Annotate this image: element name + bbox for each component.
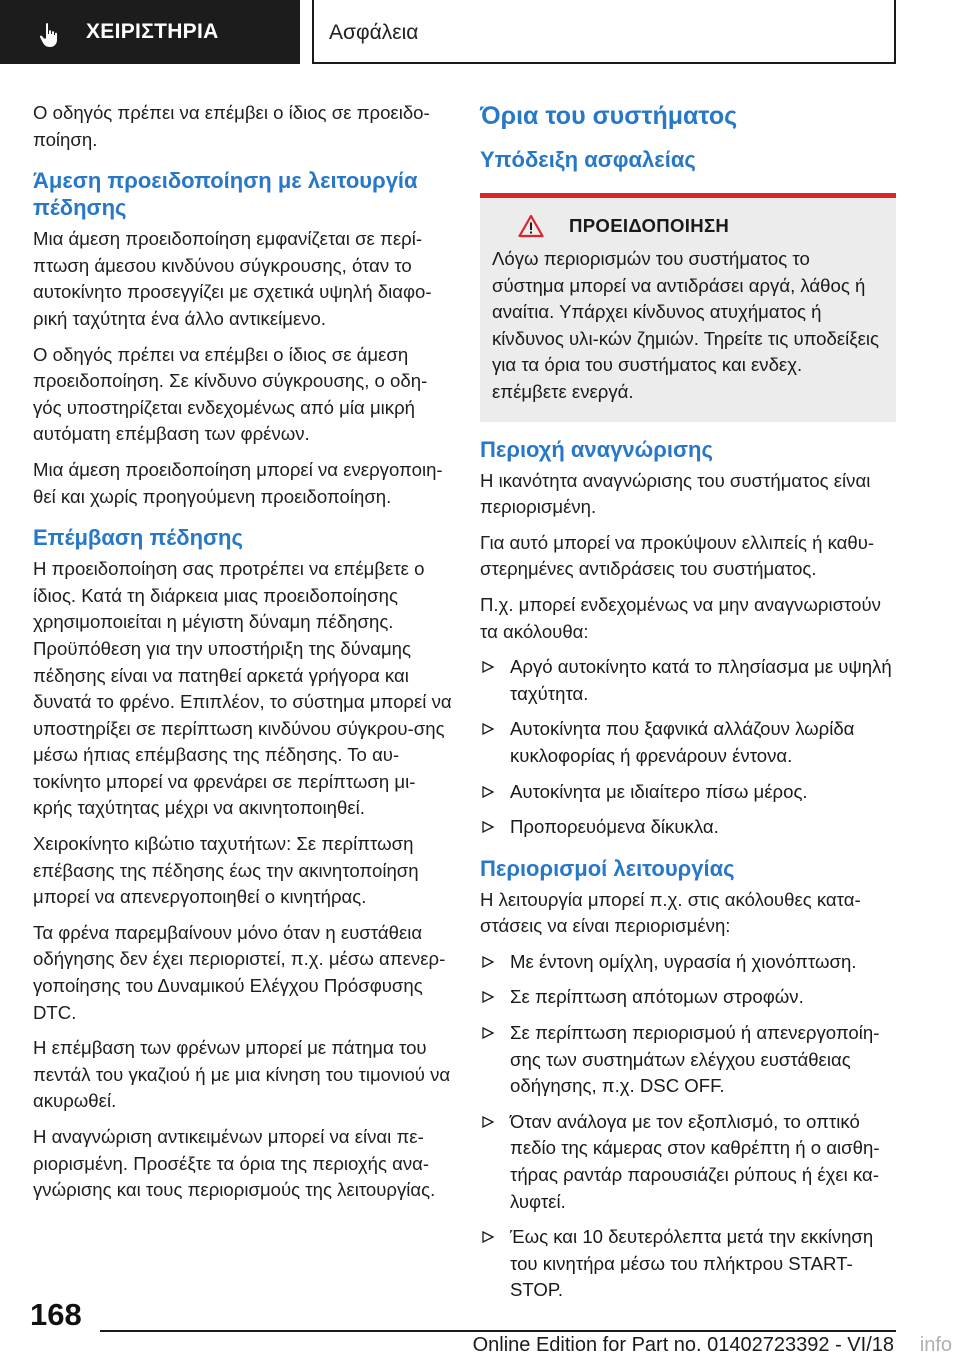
list-item: [480, 984, 896, 1011]
list-item-text: Αυτοκίνητα με ιδιαίτερο πίσω μέρος.: [510, 780, 808, 802]
warning-triangle-icon: [518, 214, 544, 238]
paragraph: Μια άμεση προειδοποίηση μπορεί να ενεργοποιη‐θεί και χωρίς προηγούμενη προειδοποίηση.: [33, 458, 443, 507]
list-item: [480, 1020, 896, 1100]
bullet-triangle-icon: [482, 1231, 494, 1243]
list-item: [480, 814, 896, 841]
hand-pointer-icon: [38, 22, 62, 48]
paragraph: Για αυτό μπορεί να προκύψουν ελλιπείς ή καθυ‐στερημένες αντιδράσεις του συστήματος.: [480, 531, 875, 580]
list-item: [480, 1224, 896, 1304]
list-item-text: Με έντονη ομίχλη, υγρασία ή χιονόπτωση.: [510, 950, 857, 972]
paragraph: Η λειτουργία μπορεί π.χ. στις ακόλουθες κατα‐στάσεις να είναι περιορισμένη:: [480, 888, 861, 937]
right-column: [480, 100, 896, 1313]
heading-detection-range: Περιοχή αναγνώρισης: [480, 436, 713, 462]
list-item-text: Όταν ανάλογα με τον εξοπλισμό, το οπτικό πεδίο της κάμερας στον καθρέπτη ή ο αισθη‐τήρας ραντάρ παρουσιάζει ρύπους ή έχει κα‐λυφτεί.: [510, 1110, 880, 1212]
heading-function-limits: Περιορισμοί λειτουργίας: [480, 855, 735, 881]
bullet-triangle-icon: [482, 1027, 494, 1039]
paragraph: Η επέμβαση των φρένων μπορεί με πάτημα του πεντάλ του γκαζιού ή με μια κίνηση του τιμονιού να ακυρωθεί.: [33, 1037, 451, 1112]
paragraph: Τα φρένα παρεμβαίνουν μόνο όταν η ευστάθεια οδήγησης δεν έχει περιοριστεί, π.χ. μέσω απενερ‐γοποίησης του Δυναμικού Ελέγχου Πρόσφυσης DTC.: [33, 921, 446, 1023]
list-item-text: Αργό αυτοκίνητο κατά το πλησίασμα με υψηλή ταχύτητα.: [510, 656, 892, 704]
warning-text: Λόγω περιορισμών του συστήματος το σύστημα μπορεί να αντιδράσει αργά, λάθος ή αναίτια. Υπάρχει κίνδυνος ατυχήματος ή κίνδυνος υλι‐κών ζημιών. Τηρείτε τις υποδείξεις για τα όρια του συστήματος και ενδεχ. επέμβετε ενεργά.: [492, 248, 879, 402]
paragraph: Π.χ. μπορεί ενδεχομένως να μην αναγνωριστούν τα ακόλουθα:: [480, 593, 881, 642]
bullet-triangle-icon: [482, 661, 494, 673]
section-title-box: [312, 0, 896, 64]
list-item: [480, 654, 896, 707]
page-header: [0, 0, 960, 66]
list-item: [480, 1109, 896, 1215]
bullet-triangle-icon: [482, 1116, 494, 1128]
footer-edition-text: Online Edition for Part no. 01402723392 - VI/18: [472, 1334, 894, 1356]
footer-watermark: info: [919, 1334, 952, 1356]
warning-box: [480, 193, 896, 422]
left-column: [33, 100, 453, 1213]
warning-title: ΠΡΟΕΙΔΟΠΟΙΗΣΗ: [569, 215, 730, 236]
paragraph: Ο οδηγός πρέπει να επέμβει ο ίδιος σε προειδο‐ποίηση.: [33, 102, 430, 150]
paragraph: Ο οδηγός πρέπει να επέμβει ο ίδιος σε άμεση προειδοποίηση. Σε κίνδυνο σύγκρουσης, ο οδη‐γός υποστηρίζεται ενδεχομένως από μία μικρή αυτόματη επέμβαση των φρένων.: [33, 343, 428, 445]
chapter-tab[interactable]: [0, 0, 300, 64]
warning-header: [492, 214, 882, 238]
heading-safety-note: Υπόδειξη ασφαλείας: [480, 147, 696, 172]
bullet-triangle-icon: [482, 786, 494, 798]
page-number: 168: [30, 1297, 82, 1332]
list-item-text: Σε περίπτωση περιορισμού ή απενεργοποίη‐σης των συστημάτων ελέγχου ευστάθειας οδήγησης, π.χ. DSC OFF.: [510, 1022, 880, 1097]
footer-divider: [100, 1330, 896, 1332]
heading-direct-warning: Άμεση προειδοποίηση με λειτουργία πέδησης: [33, 168, 418, 221]
list-item-text: Σε περίπτωση απότομων στροφών.: [510, 986, 804, 1008]
list-item-text: Έως και 10 δευτερόλεπτα μετά την εκκίνηση του κινητήρα μέσω του πλήκτρου START-STOP.: [510, 1226, 874, 1301]
bullet-triangle-icon: [482, 991, 494, 1003]
list-item: [480, 949, 896, 976]
list-item-text: Προπορευόμενα δίκυκλα.: [510, 816, 719, 838]
paragraph: Χειροκίνητο κιβώτιο ταχυτήτων: Σε περίπτωση επέβασης της πέδησης έως την ακινητοποίηση μπορεί να απενεργοποιηθεί ο κινητήρας.: [33, 833, 419, 908]
heading-system-limits: Όρια του συστήματος: [480, 102, 738, 130]
paragraph: Μια άμεση προειδοποίηση εμφανίζεται σε περί‐πτωση άμεσου κινδύνου σύγκρουσης, όταν το αυτοκίνητο προσεγγίζει με σχετικά υψηλή διαφο‐ρική ταχύτητα ένα άλλο αντικείμενο.: [33, 228, 432, 329]
bullet-triangle-icon: [482, 956, 494, 968]
heading-brake-intervention: Επέμβαση πέδησης: [33, 525, 243, 551]
chapter-tab-label: ΧΕΙΡΙΣΤΗΡΙΑ: [86, 20, 219, 43]
paragraph: Η προειδοποίηση σας προτρέπει να επέμβετε ο ίδιος. Κατά τη διάρκεια μιας προειδοποίησης χρησιμοποιείται η μέγιστη δύναμη πέδησης. Προϋπόθεση για την υποστήριξη της δύναμης πέδησης είναι να πατηθεί αρκετά γρήγορα και δυνατά το φρένο. Επιπλέον, το σύστημα μπορεί να υποστηρίξει σε περίπτωση κινδύνου σύγκρου‐σης μέσω ήπιας επέμβασης της πέδησης. Το αυ‐τοκίνητο μπορεί να φρενάρει σε περίπτωση μι‐κρής ταχύτητας μέχρι να ακινητοποιηθεί.: [33, 558, 452, 819]
section-title: Ασφάλεια: [329, 21, 419, 44]
bullet-triangle-icon: [482, 723, 494, 735]
detection-limits-list: [480, 654, 896, 841]
list-item: [480, 779, 896, 806]
list-item: [480, 716, 896, 769]
paragraph: Η αναγνώριση αντικειμένων μπορεί να είναι πε‐ριορισμένη. Προσέξτε τα όρια της περιοχής ανα‐γνώρισης και τους περιορισμούς της λειτουργίας.: [33, 1126, 436, 1201]
list-item-text: Αυτοκίνητα που ξαφνικά αλλάζουν λωρίδα κυκλοφορίας ή φρενάρουν έντονα.: [510, 718, 855, 766]
paragraph: Η ικανότητα αναγνώρισης του συστήματος είναι περιορισμένη.: [480, 469, 871, 518]
function-limits-list: [480, 949, 896, 1304]
bullet-triangle-icon: [482, 821, 494, 833]
